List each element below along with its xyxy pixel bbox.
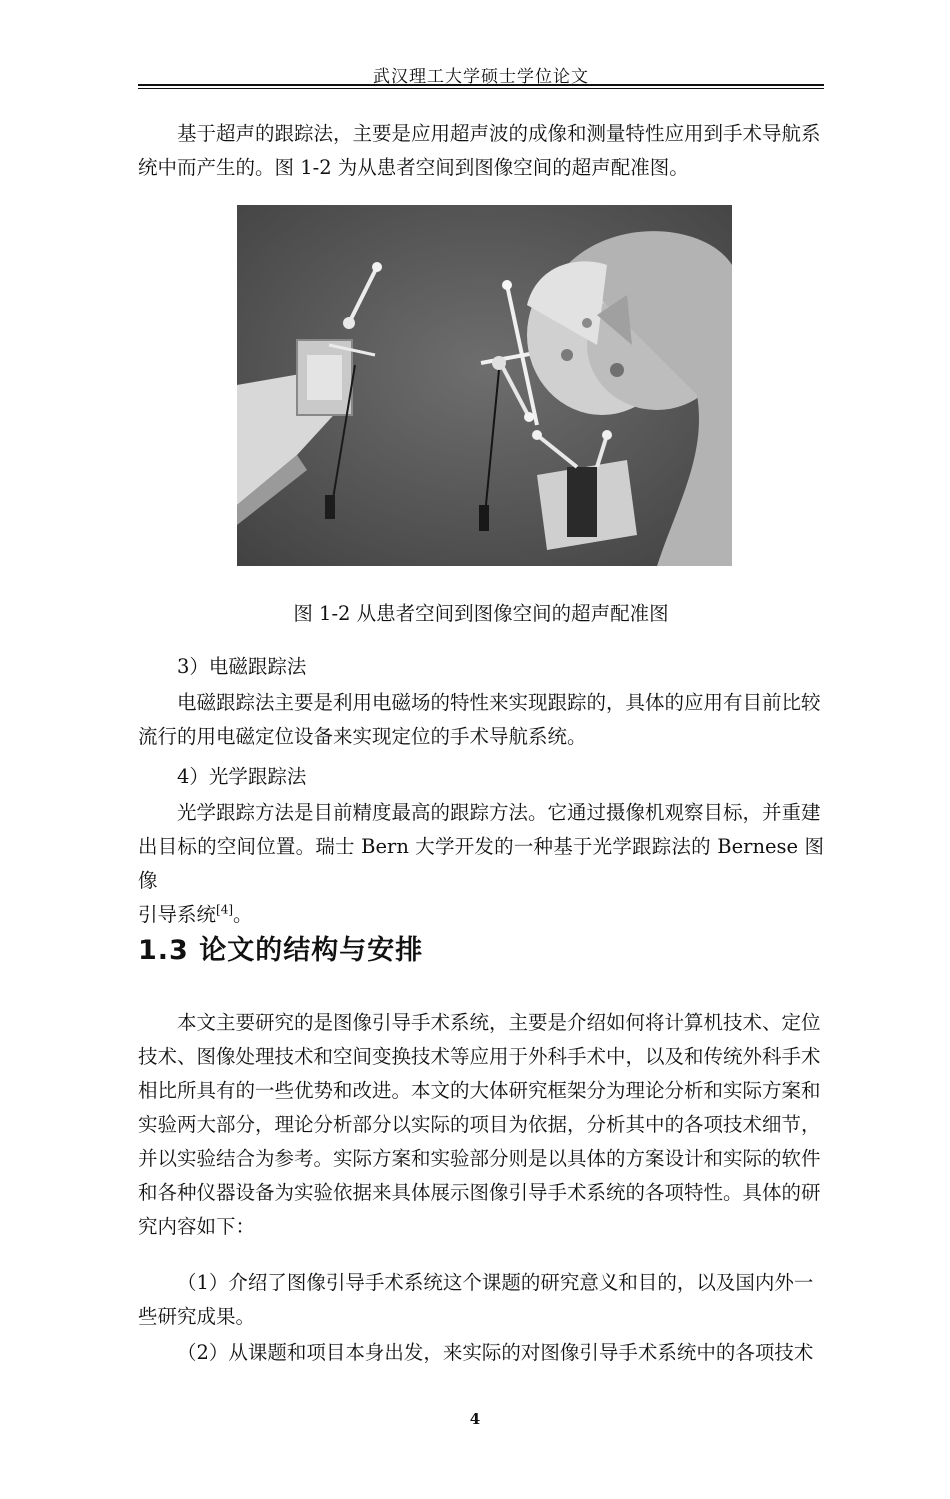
text-line: （2）从课题和项目本身出发，来实际的对图像引导手术系统中的各项技术 xyxy=(177,1341,814,1364)
text-line: 电磁跟踪法主要是利用电磁场的特性来实现跟踪的，具体的应用有目前比较 xyxy=(177,691,821,714)
figure-caption: 图 1-2 从患者空间到图像空间的超声配准图 xyxy=(293,602,669,625)
header-rule-thin xyxy=(138,88,824,89)
electromagnetic-paragraph xyxy=(138,686,824,754)
section-heading: 1.3 论文的结构与安排 xyxy=(138,935,424,966)
text-fragment: 。 xyxy=(233,903,253,926)
text-line: 光学跟踪方法是目前精度最高的跟踪方法。它通过摄像机观察目标，并重建 xyxy=(177,801,821,824)
text-line: 基于超声的跟踪法，主要是应用超声波的成像和测量特性应用到手术导航系 xyxy=(177,122,821,145)
list-item-1 xyxy=(138,1266,824,1334)
optical-paragraph xyxy=(138,796,824,932)
text-line: 些研究成果。 xyxy=(138,1305,256,1328)
header-rule xyxy=(138,84,824,86)
text-line: 本文主要研究的是图像引导手术系统，主要是介绍如何将计算机技术、定位 xyxy=(177,1011,821,1034)
ultrasound-registration-figure xyxy=(237,205,732,566)
page-number: 4 xyxy=(469,1410,481,1428)
text-line: 统中而产生的。图 1-2 为从患者空间到图像空间的超声配准图。 xyxy=(138,156,689,179)
section-paragraph xyxy=(138,1006,824,1244)
text-line: 和各种仪器设备为实验依据来具体展示图像引导手术系统的各项特性。具体的研 xyxy=(138,1181,821,1204)
running-header: 武汉理工大学硕士学位论文 xyxy=(373,67,589,87)
subsection-heading-optical: 4）光学跟踪法 xyxy=(177,765,307,788)
text-fragment: 引导系统 xyxy=(138,903,217,926)
text-line: 究内容如下： xyxy=(138,1215,256,1238)
text-line: 流行的用电磁定位设备来实现定位的手术导航系统。 xyxy=(138,725,587,748)
text-line: （1）介绍了图像引导手术系统这个课题的研究意义和目的，以及国内外一 xyxy=(177,1271,814,1294)
text-line: 相比所具有的一些优势和改进。本文的大体研究框架分为理论分析和实际方案和 xyxy=(138,1079,821,1102)
subsection-heading-electromagnetic: 3）电磁跟踪法 xyxy=(177,655,307,678)
figure-photo xyxy=(237,205,732,566)
citation-ref[interactable]: [4] xyxy=(216,902,234,917)
text-line: 技术、图像处理技术和空间变换技术等应用于外科手术中，以及和传统外科手术 xyxy=(138,1045,821,1068)
intro-paragraph xyxy=(138,117,824,185)
text-line: 并以实验结合为参考。实际方案和实验部分则是以具体的方案设计和实际的软件 xyxy=(138,1147,821,1170)
text-line: 出目标的空间位置。瑞士 Bern 大学开发的一种基于光学跟踪法的 Bernese 图像 xyxy=(138,835,824,892)
list-item-2 xyxy=(138,1336,824,1370)
text-line: 实验两大部分，理论分析部分以实际的项目为依据，分析其中的各项技术细节， xyxy=(138,1113,821,1136)
text-line xyxy=(138,898,824,932)
